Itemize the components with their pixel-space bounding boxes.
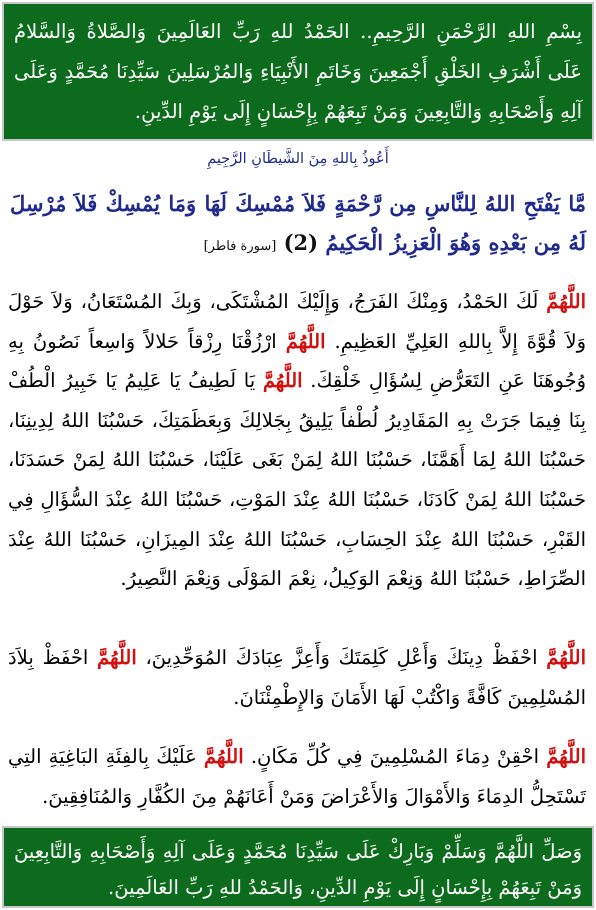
allahumma-word: اللَّهُمَّ — [546, 745, 586, 768]
allahumma-word: اللَّهُمَّ — [262, 369, 303, 393]
allahumma-word: اللَّهُمَّ — [285, 329, 326, 353]
verse-text: مَّا يَفْتَحِ اللهُ لِلنَّاسِ مِن رَّحْمَةٍ فَلاَ مُمْسِكَ لَهَا وَمَا يُمْسِكْ فَلاَ مُرْسِلَ لَهُ مِن بَعْدِهِ وَهُوَ الْعَزِيزُ الْحَكِيمُ — [10, 191, 586, 255]
closing-salawat-text: وَصَلِّ اللَّهُمَّ وَسَلِّمْ وَبَارِكْ عَلَى سَيِّدِنَا مُحَمَّدٍ وَعَلَى آلِهِ وَأَصْحَابِهِ وَالتَّابِعِينَ وَمَنْ تَبِعَهُمْ بِإِحْسَانٍ إِلَى يَوْمِ الدِّينِ، وَالحَمْدُ للهِ رَبِّ العَالَمِينَ. — [14, 840, 582, 899]
allahumma-word: اللَّهُمَّ — [97, 646, 137, 669]
surah-reference: [سورة فاطر] — [203, 239, 277, 254]
supplication-text: احْقِنْ دِمَاءَ المُسْلِمِينَ فِي كُلِّ مَكَانٍ. — [250, 745, 540, 768]
allahumma-word: اللَّهُمَّ — [546, 646, 587, 669]
allahumma-word: اللَّهُمَّ — [546, 290, 586, 313]
supplication-paragraph-3 — [8, 737, 586, 817]
taawwudh-line: أَعُوذُ بِاللهِ مِنَ الشَّيطَانِ الرَّجِيمِ — [207, 151, 389, 167]
quran-verse — [10, 184, 586, 266]
verse-number: (2) — [283, 230, 319, 255]
supplication-text: يَا لَطِيفُ يَا عَلِيمُ يَا خَبِيرُ الْطُفْ بِنَا فِيمَا جَرَتْ بِهِ المَقَادِيرُ لُطْفاً يَلِيقُ بِجَلالِكَ وَبِعَظَمَتِكَ، حَسْبُنَا اللهُ لِدِينِنَا، حَسْبُنَا اللهُ لِمَا أَهَمَّنَا، حَسْبُنَا اللهُ لِمَنْ بَغَى عَلَيْنَا، حَسْبُنَا اللهُ لِمَنْ حَسَدَنَا، حَسْبُنَا اللهُ لِمَنْ كَادَنَا، حَسْبُنَا اللهُ عِنْدَ المَوْتِ، حَسْبُنَا اللهُ عِنْدَ السُّؤَالِ فِي القَبْرِ، حَسْبُنَا اللهُ عِنْدَ الحِسَابِ، حَسْبُنَا اللهُ عِنْدَ المِيزَانِ، حَسْبُنَا اللهُ عِنْدَ الصِّرَاطِ، حَسْبُنَا اللهُ وَنِعْمَ الوَكِيلُ، نِعْمَ المَوْلَى وَنِعْمَ النَّصِيرُ. — [8, 369, 586, 591]
supplication-paragraph-2 — [8, 638, 586, 718]
supplication-text: احْفَظْ دِينَكَ وَأَعْلِ كَلِمَتَكَ وَأَعِزَّ عِبَادَكَ المُوَحِّدِينَ، — [145, 646, 538, 669]
basmala-opening-text: بِسْمِ اللهِ الرَّحْمَنِ الرَّحِيمِ.. الحَمْدُ للهِ رَبِّ العَالَمِينَ وَالصَّلاةُ وَالسَّلامُ عَلَى أَشْرَفِ الخَلْقِ أَجْمَعِينَ وَخَاتَمِ الأَنْبِيَاءِ وَالمُرْسَلِينَ سَيِّدِنَا مُحَمَّدٍ وَعَلَى آلِهِ وَأَصْحَابِهِ وَالتَّابِعِينَ وَمَنْ تَبِعَهُمْ بِإِحْسَانٍ إِلَى يَوْمِ الدِّينِ. — [14, 20, 582, 123]
allahumma-word: اللَّهُمَّ — [203, 745, 244, 768]
supplication-text: احْفَظْ بِلاَدَ المُسْلِمِينَ كَافَّةً وَاكْتُبْ لَهَا الأَمَانَ وَالإِطْمِئْنَانَ. — [8, 646, 586, 709]
supplication-text: لَكَ الحَمْدُ، وَمِنْكَ الفَرَجُ، وَإِلَيْكَ المُشْتَكَى، وَبِكَ المُسْتَعَانُ، وَلاَ حَوْلَ وَلاَ قُوَّةَ إِلاَّ بِاللهِ العَلِيِّ العَظِيمِ. — [8, 290, 586, 353]
supplication-text: ارْزُقْنَا رِزْقاً حَلالاً وَاسِعاً نَصُونُ بِهِ وُجُوهَنَا عَنِ التَعَرُّضِ لِسُؤَالِ خَلْقِكَ. — [8, 329, 587, 393]
header-banner — [2, 2, 594, 141]
footer-banner — [2, 826, 594, 908]
supplication-text: عَلَيْكَ بِالفِئَةِ البَاغِيَةِ التِي تَسْتَحِلُّ الدِمَاءَ وَالأَمْوَالَ وَالأَعْرَاضَ وَمَنْ أَعَانَهُمْ مِنَ الكُفَّارِ وَالمُنَافِقِينَ. — [8, 745, 586, 808]
supplication-paragraph-1 — [8, 282, 586, 599]
